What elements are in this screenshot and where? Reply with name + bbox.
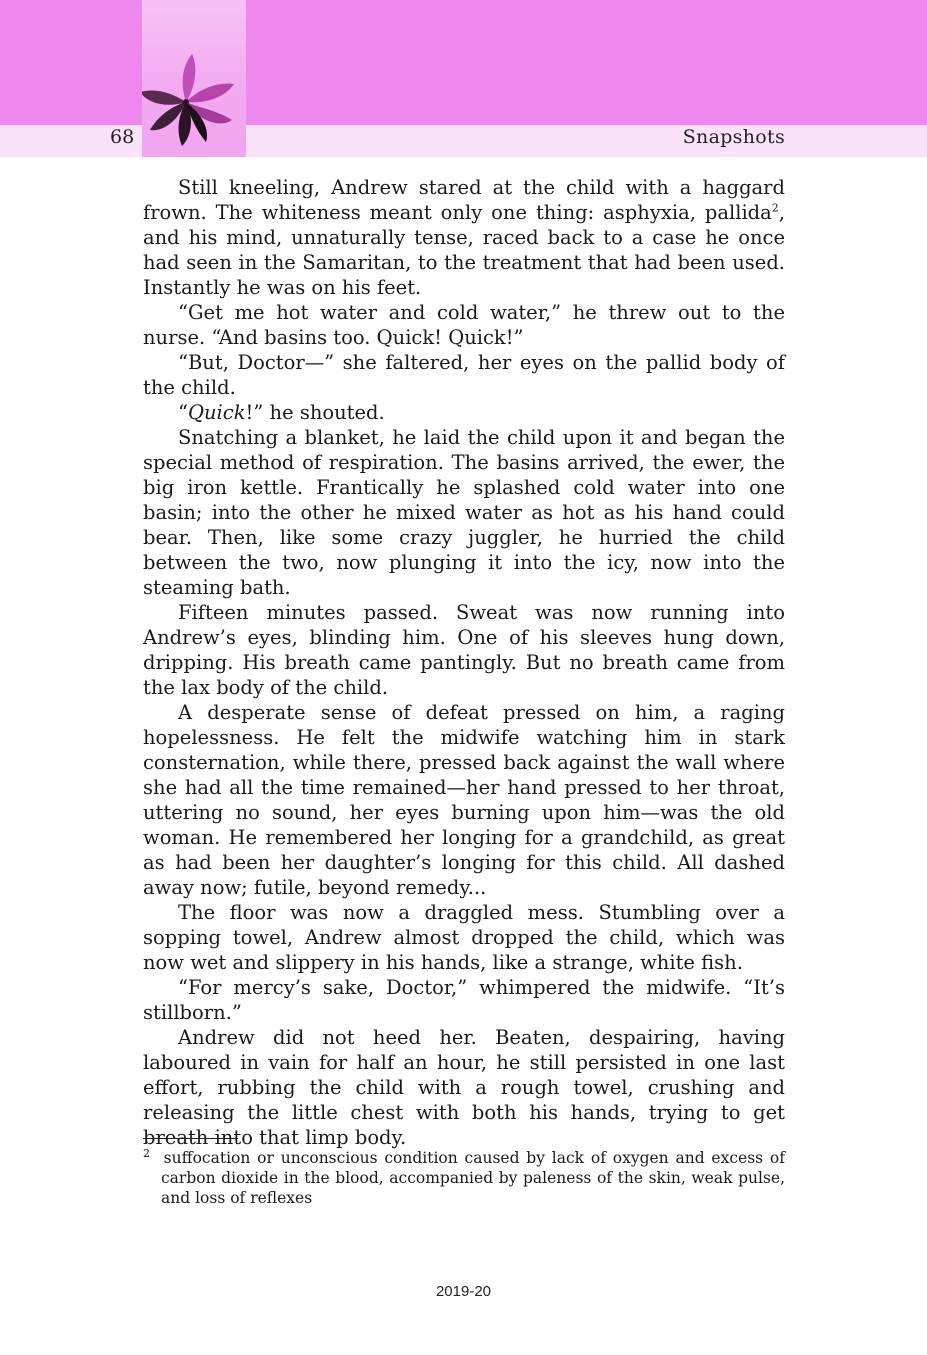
footnote-marker: 2: [143, 1146, 150, 1160]
paragraph: “Quick!” he shouted.: [178, 401, 385, 424]
flower-icon: [142, 0, 246, 157]
paragraph: Still kneeling, Andrew stared at the child with a haggard frown. The whiteness meant only one thing: asphyxia, pallida$^2$, and his mind, unnaturally tense, raced back to a case he once had seen in the Samaritan, to the treatment that had been used. Instantly he was on his feet.: [143, 176, 785, 299]
paragraph: “Get me hot water and cold water,” he threw out to the nurse. “And basins too. Quick! Quick!”: [143, 301, 785, 349]
emphasis: Quick: [187, 401, 246, 424]
page-number: 68: [110, 126, 135, 148]
running-title: Snapshots: [682, 126, 785, 148]
header-strip: [0, 125, 927, 157]
footnote-divider: [143, 1138, 238, 1139]
paragraph: Fifteen minutes passed. Sweat was now running into Andrew’s eyes, blinding him. One of his sleeves hung down, dripping. His breath came pantingly. But no breath came from the lax body of the child.: [143, 601, 785, 699]
paragraph: The floor was now a draggled mess. Stumbling over a sopping towel, Andrew almost dropped the child, which was now wet and slippery in his hands, like a strange, white fish.: [143, 901, 785, 974]
paragraph: Andrew did not heed her. Beaten, despairing, having laboured in vain for half an hour, he still persisted in one last effort, rubbing the child with a rough towel, crushing and releasing the little chest with both his hands, trying to get breath into that limp body.: [143, 1026, 785, 1149]
footnote-text: suffocation or unconscious condition caused by lack of oxygen and excess of carbon dioxide in the blood, accompanied by paleness of the skin, weak pulse, and loss of reflexes: [161, 1149, 785, 1207]
footnote: [143, 1148, 785, 1208]
paragraph: “For mercy’s sake, Doctor,” whimpered the midwife. “It’s stillborn.”: [143, 976, 785, 1024]
body-text: [143, 175, 785, 1150]
header-band: [0, 0, 927, 125]
paragraph: “But, Doctor—” she faltered, her eyes on the pallid body of the child.: [143, 351, 785, 399]
paragraph: A desperate sense of defeat pressed on him, a raging hopelessness. He felt the midwife watching him in stark consternation, while there, pressed back against the wall where she had all the time remained—her hand pressed to her throat, uttering no sound, her eyes burning upon him—was the old woman. He remembered her longing for a grandchild, as great as had been her daughter’s longing for this child. All dashed away now; futile, beyond remedy...: [143, 701, 785, 899]
flower-photo: [142, 0, 246, 157]
footer-year: 2019-20: [435, 1283, 492, 1300]
footnote-ref: 2: [771, 201, 779, 215]
paragraph: Snatching a blanket, he laid the child upon it and began the special method of respiration. The basins arrived, the ewer, the big iron kettle. Frantically he splashed cold water into one basin; into the other he mixed water as hot as his hand could bear. Then, like some crazy juggler, he hurried the child between the two, now plunging it into the icy, now into the steaming bath.: [143, 426, 785, 599]
